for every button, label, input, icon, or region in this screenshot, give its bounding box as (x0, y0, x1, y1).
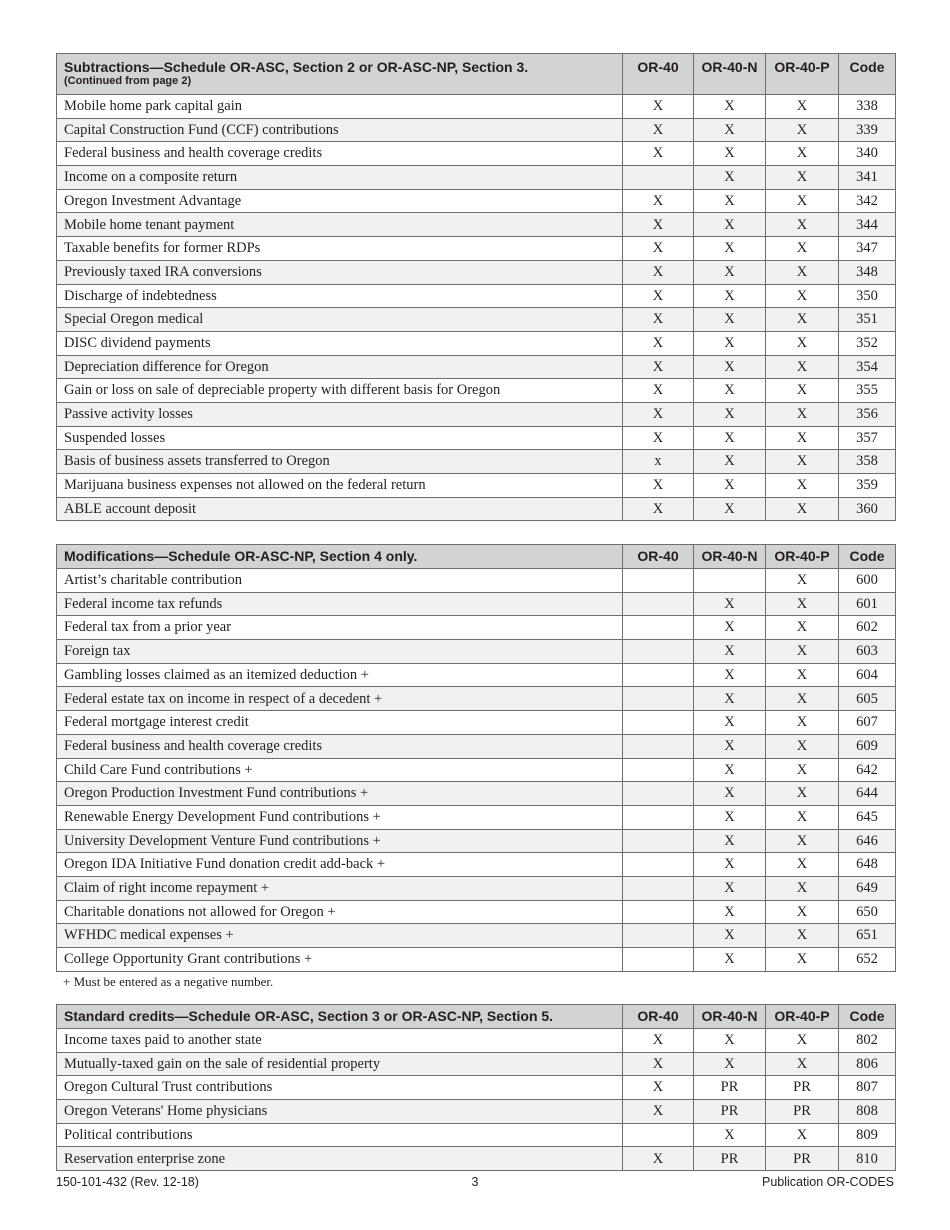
row-description: Income on a composite return (57, 166, 623, 190)
column-header-or40: OR-40 (623, 1005, 694, 1029)
or40n-mark: X (694, 118, 766, 142)
or40n-mark: X (694, 592, 766, 616)
or40n-mark: PR (694, 1100, 766, 1124)
row-code: 649 (839, 876, 896, 900)
or40p-mark: X (766, 189, 839, 213)
row-description: Oregon Veterans' Home physicians (57, 1100, 623, 1124)
table-row (57, 308, 896, 332)
table-row (57, 782, 896, 806)
or40n-mark: X (694, 189, 766, 213)
or40-mark (623, 805, 694, 829)
row-code: 354 (839, 355, 896, 379)
or40p-mark: X (766, 497, 839, 521)
or40n-mark: X (694, 616, 766, 640)
or40p-mark: PR (766, 1100, 839, 1124)
row-code: 342 (839, 189, 896, 213)
or40p-mark: X (766, 853, 839, 877)
row-code: 645 (839, 805, 896, 829)
modifications-table (56, 544, 896, 972)
or40-mark (623, 853, 694, 877)
or40-mark (623, 687, 694, 711)
or40n-mark: X (694, 284, 766, 308)
row-code: 339 (839, 118, 896, 142)
table-row (57, 1147, 896, 1171)
row-code: 809 (839, 1123, 896, 1147)
or40p-mark: X (766, 402, 839, 426)
form-number: 150-101-432 (Rev. 12-18) (56, 1175, 199, 1189)
or40p-mark: X (766, 829, 839, 853)
row-code: 807 (839, 1076, 896, 1100)
or40n-mark: X (694, 711, 766, 735)
or40n-mark: PR (694, 1076, 766, 1100)
or40-mark: X (623, 402, 694, 426)
or40p-mark: X (766, 1052, 839, 1076)
or40-mark: X (623, 118, 694, 142)
row-code: 604 (839, 663, 896, 687)
or40-mark: X (623, 1147, 694, 1171)
column-header-or40: OR-40 (623, 54, 694, 95)
or40n-mark: X (694, 805, 766, 829)
table-row (57, 474, 896, 498)
row-code: 344 (839, 213, 896, 237)
or40p-mark: X (766, 474, 839, 498)
subtractions-title (57, 54, 623, 95)
row-code: 642 (839, 758, 896, 782)
table-row (57, 355, 896, 379)
table-row (57, 758, 896, 782)
or40-mark: X (623, 189, 694, 213)
table-row (57, 95, 896, 119)
row-description: Basis of business assets transferred to Oregon (57, 450, 623, 474)
or40-mark: X (623, 355, 694, 379)
table-row (57, 237, 896, 261)
table-row (57, 734, 896, 758)
or40-mark (623, 663, 694, 687)
or40p-mark: X (766, 687, 839, 711)
row-description: Taxable benefits for former RDPs (57, 237, 623, 261)
table-row (57, 379, 896, 403)
or40n-mark: X (694, 1029, 766, 1053)
row-description: Depreciation difference for Oregon (57, 355, 623, 379)
or40-mark (623, 829, 694, 853)
or40p-mark: X (766, 663, 839, 687)
table-row (57, 1076, 896, 1100)
or40p-mark: X (766, 592, 839, 616)
row-description: Mobile home park capital gain (57, 95, 623, 119)
or40-mark: X (623, 474, 694, 498)
column-header-or40n: OR-40-N (694, 54, 766, 95)
table-row (57, 853, 896, 877)
or40-mark (623, 900, 694, 924)
row-description: Capital Construction Fund (CCF) contributions (57, 118, 623, 142)
or40n-mark: X (694, 687, 766, 711)
or40-mark: X (623, 95, 694, 119)
row-code: 651 (839, 924, 896, 948)
or40p-mark: X (766, 331, 839, 355)
row-description: Oregon Investment Advantage (57, 189, 623, 213)
row-code: 600 (839, 569, 896, 593)
row-description: Federal income tax refunds (57, 592, 623, 616)
row-description: University Development Venture Fund contributions + (57, 829, 623, 853)
or40p-mark: PR (766, 1076, 839, 1100)
or40p-mark: X (766, 237, 839, 261)
row-description: DISC dividend payments (57, 331, 623, 355)
or40n-mark: X (694, 237, 766, 261)
or40n-mark: X (694, 758, 766, 782)
or40-mark (623, 782, 694, 806)
table-row (57, 592, 896, 616)
row-description: Foreign tax (57, 640, 623, 664)
row-code: 808 (839, 1100, 896, 1124)
or40n-mark: X (694, 853, 766, 877)
or40p-mark: X (766, 355, 839, 379)
page-number: 3 (471, 1175, 479, 1189)
or40n-mark: X (694, 782, 766, 806)
row-code: 340 (839, 142, 896, 166)
or40p-mark: X (766, 308, 839, 332)
or40-mark (623, 734, 694, 758)
row-description: Federal mortgage interest credit (57, 711, 623, 735)
table-header-row (57, 1005, 896, 1029)
or40n-mark: X (694, 734, 766, 758)
or40n-mark: X (694, 948, 766, 972)
or40n-mark: X (694, 95, 766, 119)
or40p-mark: X (766, 142, 839, 166)
or40n-mark: X (694, 379, 766, 403)
negative-number-note: + Must be entered as a negative number. (63, 974, 274, 989)
or40n-mark: X (694, 1123, 766, 1147)
or40p-mark: X (766, 924, 839, 948)
row-description: Mobile home tenant payment (57, 213, 623, 237)
table-row (57, 616, 896, 640)
row-code: 810 (839, 1147, 896, 1171)
row-code: 605 (839, 687, 896, 711)
column-header-code: Code (839, 545, 896, 569)
or40n-mark: X (694, 142, 766, 166)
or40-mark (623, 640, 694, 664)
table-row (57, 569, 896, 593)
column-header-or40: OR-40 (623, 545, 694, 569)
or40p-mark: X (766, 948, 839, 972)
or40-mark: X (623, 142, 694, 166)
column-header-code: Code (839, 1005, 896, 1029)
row-description: Renewable Energy Development Fund contributions + (57, 805, 623, 829)
or40p-mark: PR (766, 1147, 839, 1171)
row-code: 360 (839, 497, 896, 521)
row-code: 650 (839, 900, 896, 924)
or40n-mark: X (694, 924, 766, 948)
or40n-mark: X (694, 213, 766, 237)
table-row (57, 260, 896, 284)
or40p-mark: X (766, 284, 839, 308)
table-row (57, 1029, 896, 1053)
or40-mark (623, 592, 694, 616)
table-row (57, 284, 896, 308)
column-header-or40p: OR-40-P (766, 54, 839, 95)
table-row (57, 166, 896, 190)
or40n-mark: X (694, 900, 766, 924)
row-description: Artist’s charitable contribution (57, 569, 623, 593)
or40p-mark: X (766, 711, 839, 735)
or40-mark: X (623, 426, 694, 450)
row-code: 802 (839, 1029, 896, 1053)
or40p-mark: X (766, 805, 839, 829)
or40n-mark: X (694, 166, 766, 190)
standard-credits-title: Standard credits—Schedule OR-ASC, Section 3 or OR-ASC-NP, Section 5. (57, 1005, 623, 1029)
row-code: 357 (839, 426, 896, 450)
row-code: 355 (839, 379, 896, 403)
or40-mark: X (623, 1076, 694, 1100)
table-row (57, 426, 896, 450)
or40n-mark: X (694, 640, 766, 664)
row-code: 644 (839, 782, 896, 806)
table-row (57, 189, 896, 213)
table-row (57, 1123, 896, 1147)
or40n-mark: X (694, 355, 766, 379)
table-row (57, 331, 896, 355)
or40p-mark: X (766, 569, 839, 593)
row-description: Oregon Cultural Trust contributions (57, 1076, 623, 1100)
row-description: Suspended losses (57, 426, 623, 450)
row-description: Gain or loss on sale of depreciable property with different basis for Oregon (57, 379, 623, 403)
or40-mark: X (623, 1100, 694, 1124)
modifications-title: Modifications—Schedule OR-ASC-NP, Section 4 only. (57, 545, 623, 569)
column-header-or40n: OR-40-N (694, 1005, 766, 1029)
or40n-mark: X (694, 474, 766, 498)
or40-mark (623, 616, 694, 640)
table-row (57, 640, 896, 664)
row-description: Reservation enterprise zone (57, 1147, 623, 1171)
table-row (57, 711, 896, 735)
table-row (57, 663, 896, 687)
or40p-mark: X (766, 640, 839, 664)
column-header-or40p: OR-40-P (766, 1005, 839, 1029)
or40-mark: X (623, 1029, 694, 1053)
or40-mark: X (623, 1052, 694, 1076)
or40n-mark: X (694, 663, 766, 687)
row-code: 358 (839, 450, 896, 474)
row-code: 806 (839, 1052, 896, 1076)
table-row (57, 213, 896, 237)
or40n-mark: X (694, 308, 766, 332)
or40-mark (623, 166, 694, 190)
table-row (57, 450, 896, 474)
row-code: 350 (839, 284, 896, 308)
table-row (57, 805, 896, 829)
table-row (57, 1100, 896, 1124)
table-row (57, 687, 896, 711)
row-description: WFHDC medical expenses + (57, 924, 623, 948)
or40-mark (623, 758, 694, 782)
row-code: 646 (839, 829, 896, 853)
or40n-mark: X (694, 260, 766, 284)
row-code: 607 (839, 711, 896, 735)
row-code: 652 (839, 948, 896, 972)
or40p-mark: X (766, 1029, 839, 1053)
row-description: Oregon Production Investment Fund contributions + (57, 782, 623, 806)
publication-name: Publication OR-CODES (762, 1175, 894, 1189)
row-description: Federal business and health coverage credits (57, 734, 623, 758)
or40-mark (623, 876, 694, 900)
or40n-mark: X (694, 497, 766, 521)
row-description: Political contributions (57, 1123, 623, 1147)
or40p-mark: X (766, 1123, 839, 1147)
subtractions-table (56, 53, 896, 521)
or40p-mark: X (766, 118, 839, 142)
table-row (57, 142, 896, 166)
table-row (57, 876, 896, 900)
row-code: 351 (839, 308, 896, 332)
row-description: Federal estate tax on income in respect of a decedent + (57, 687, 623, 711)
or40-mark: X (623, 260, 694, 284)
or40n-mark: PR (694, 1147, 766, 1171)
or40-mark (623, 948, 694, 972)
or40-mark (623, 924, 694, 948)
or40p-mark: X (766, 616, 839, 640)
row-description: College Opportunity Grant contributions + (57, 948, 623, 972)
or40-mark: x (623, 450, 694, 474)
or40n-mark: X (694, 331, 766, 355)
or40-mark: X (623, 284, 694, 308)
or40p-mark: X (766, 426, 839, 450)
table-row (57, 900, 896, 924)
row-description: Passive activity losses (57, 402, 623, 426)
row-code: 341 (839, 166, 896, 190)
column-header-or40n: OR-40-N (694, 545, 766, 569)
column-header-code: Code (839, 54, 896, 95)
or40n-mark: X (694, 450, 766, 474)
or40-mark: X (623, 379, 694, 403)
or40n-mark: X (694, 876, 766, 900)
table-header-row (57, 54, 896, 95)
or40p-mark: X (766, 260, 839, 284)
row-code: 348 (839, 260, 896, 284)
row-code: 347 (839, 237, 896, 261)
row-description: Charitable donations not allowed for Oregon + (57, 900, 623, 924)
row-description: Oregon IDA Initiative Fund donation credit add-back + (57, 853, 623, 877)
row-description: Mutually-taxed gain on the sale of residential property (57, 1052, 623, 1076)
row-description: Gambling losses claimed as an itemized deduction + (57, 663, 623, 687)
row-code: 601 (839, 592, 896, 616)
row-description: Child Care Fund contributions + (57, 758, 623, 782)
table-row (57, 1052, 896, 1076)
row-description: Federal business and health coverage credits (57, 142, 623, 166)
row-code: 359 (839, 474, 896, 498)
or40-mark: X (623, 213, 694, 237)
or40n-mark: X (694, 1052, 766, 1076)
subtractions-title-text: Subtractions—Schedule OR-ASC, Section 2 or OR-ASC-NP, Section 3. (64, 59, 529, 75)
or40p-mark: X (766, 734, 839, 758)
table-header-row (57, 545, 896, 569)
or40n-mark: X (694, 402, 766, 426)
table-row (57, 924, 896, 948)
row-description: Marijuana business expenses not allowed on the federal return (57, 474, 623, 498)
or40-mark: X (623, 237, 694, 261)
standard-credits-table (56, 1004, 896, 1171)
row-code: 356 (839, 402, 896, 426)
or40-mark (623, 711, 694, 735)
row-description: Income taxes paid to another state (57, 1029, 623, 1053)
or40-mark: X (623, 331, 694, 355)
or40n-mark: X (694, 426, 766, 450)
or40p-mark: X (766, 450, 839, 474)
or40-mark: X (623, 497, 694, 521)
or40p-mark: X (766, 782, 839, 806)
row-code: 648 (839, 853, 896, 877)
subtractions-subtitle: (Continued from page 2) (64, 75, 192, 87)
table-row (57, 497, 896, 521)
table-row (57, 402, 896, 426)
or40p-mark: X (766, 213, 839, 237)
row-code: 338 (839, 95, 896, 119)
column-header-or40p: OR-40-P (766, 545, 839, 569)
or40p-mark: X (766, 876, 839, 900)
or40n-mark: X (694, 829, 766, 853)
or40n-mark (694, 569, 766, 593)
row-code: 602 (839, 616, 896, 640)
row-description: Claim of right income repayment + (57, 876, 623, 900)
or40p-mark: X (766, 900, 839, 924)
row-description: Previously taxed IRA conversions (57, 260, 623, 284)
table-row (57, 118, 896, 142)
row-code: 609 (839, 734, 896, 758)
or40-mark (623, 1123, 694, 1147)
row-code: 603 (839, 640, 896, 664)
row-description: ABLE account deposit (57, 497, 623, 521)
table-row (57, 829, 896, 853)
or40p-mark: X (766, 758, 839, 782)
table-row (57, 948, 896, 972)
or40p-mark: X (766, 95, 839, 119)
or40-mark (623, 569, 694, 593)
or40-mark: X (623, 308, 694, 332)
row-code: 352 (839, 331, 896, 355)
row-description: Special Oregon medical (57, 308, 623, 332)
or40p-mark: X (766, 166, 839, 190)
row-description: Discharge of indebtedness (57, 284, 623, 308)
row-description: Federal tax from a prior year (57, 616, 623, 640)
or40p-mark: X (766, 379, 839, 403)
